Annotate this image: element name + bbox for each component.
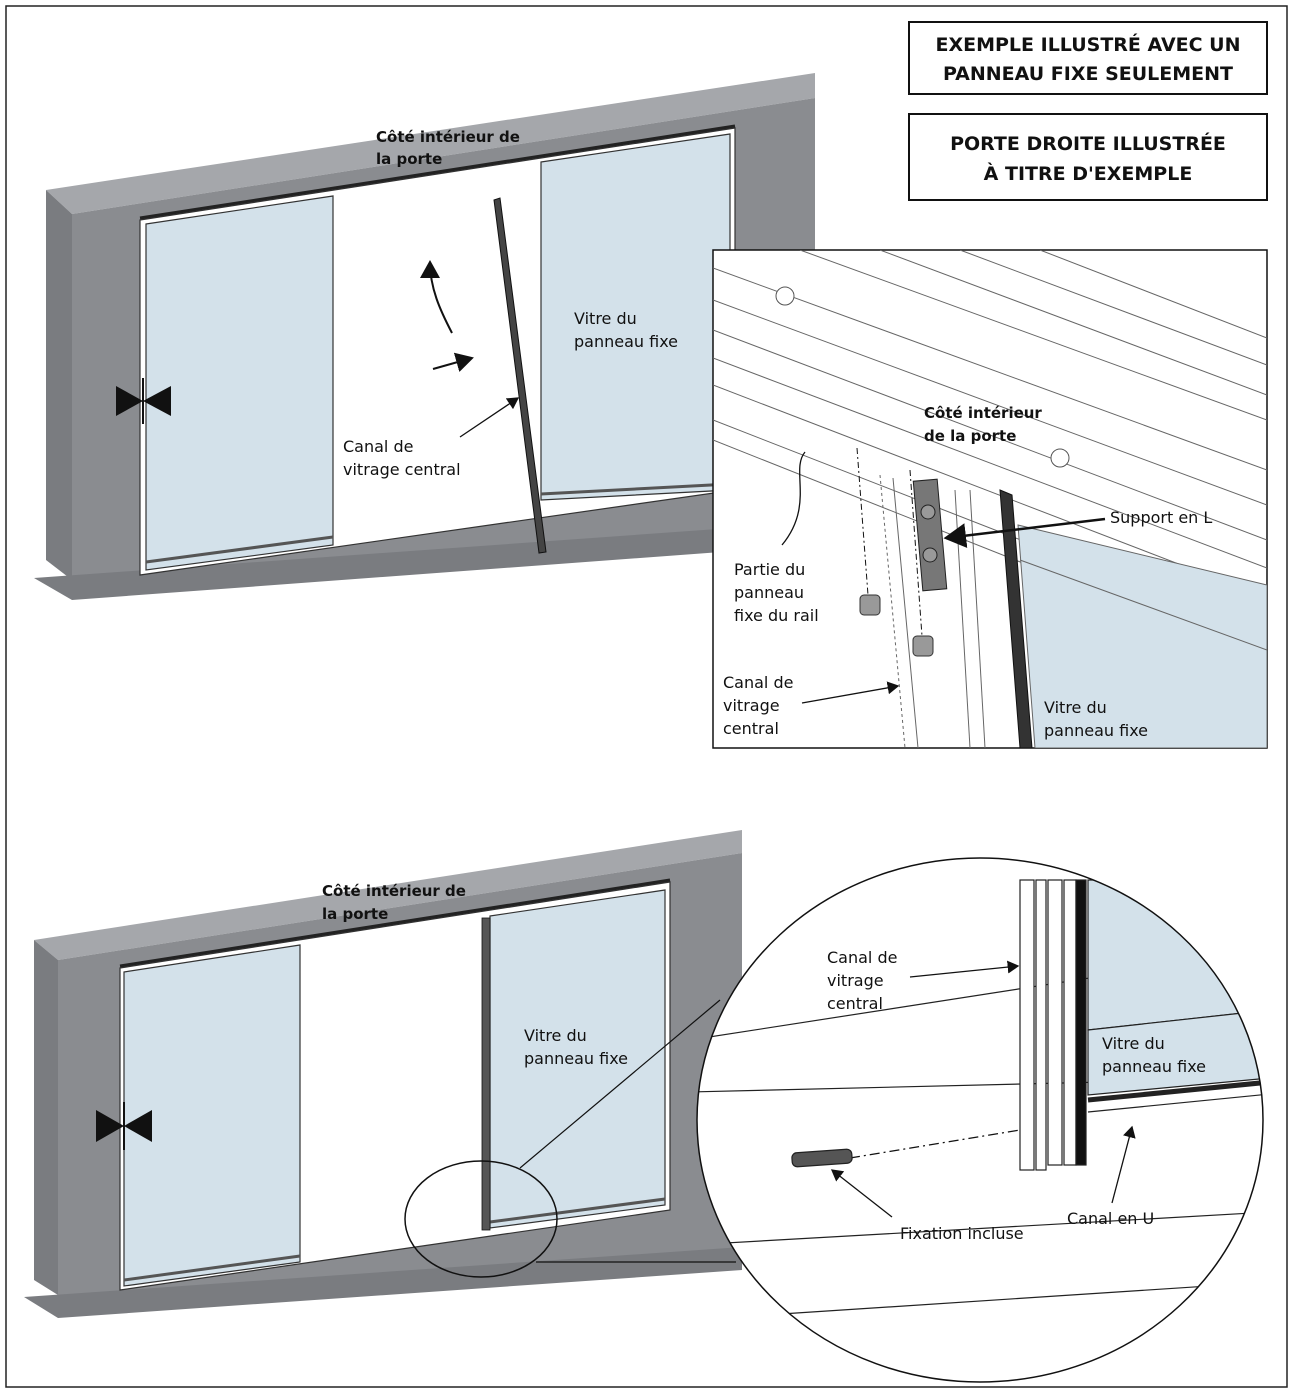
bottom-interior-label: Côté intérieur de la porte (322, 882, 466, 923)
zoom-fixed-glass-label: Vitre du panneau fixe (1102, 1034, 1207, 1076)
note-fixed-panel-text: EXEMPLE ILLUSTRÉ AVEC UN PANNEAU FIXE SEULEMENT (935, 34, 1241, 85)
zoom-u-channel-label: Canal en U (1067, 1209, 1155, 1228)
detail-interior-label: Côté intérieur de la porte (924, 404, 1042, 445)
top-interior-label: Côté intérieur de la porte (376, 128, 520, 168)
detail-rail-part-label: Partie du panneau fixe du rail (734, 560, 819, 625)
note-right-door-text: PORTE DROITE ILLUSTRÉE À TITRE D'EXEMPLE (950, 133, 1226, 185)
zoom-inset (690, 858, 1270, 1382)
top-fixed-glass-label: Vitre du panneau fixe (574, 309, 679, 351)
bottom-fixed-glass-label: Vitre du panneau fixe (524, 1026, 629, 1068)
zoom-channel-label: Canal de vitrage central (827, 948, 898, 1013)
bottom-center-channel-bar (482, 918, 490, 1230)
top-frame-side-face (46, 190, 72, 580)
detail-channel-label: Canal de vitrage central (723, 673, 794, 738)
detail-fixed-glass-label: Vitre du panneau fixe (1044, 698, 1149, 740)
bottom-door-assembly (24, 830, 742, 1318)
detail-inset (713, 250, 1267, 748)
zoom-fastener-label: Fixation incluse (900, 1224, 1024, 1243)
top-sliding-glass (146, 196, 333, 570)
detail-l-bracket-label: Support en L (1110, 508, 1213, 527)
note-box-right-door (909, 114, 1267, 200)
top-center-channel-label: Canal de vitrage central (343, 437, 461, 479)
